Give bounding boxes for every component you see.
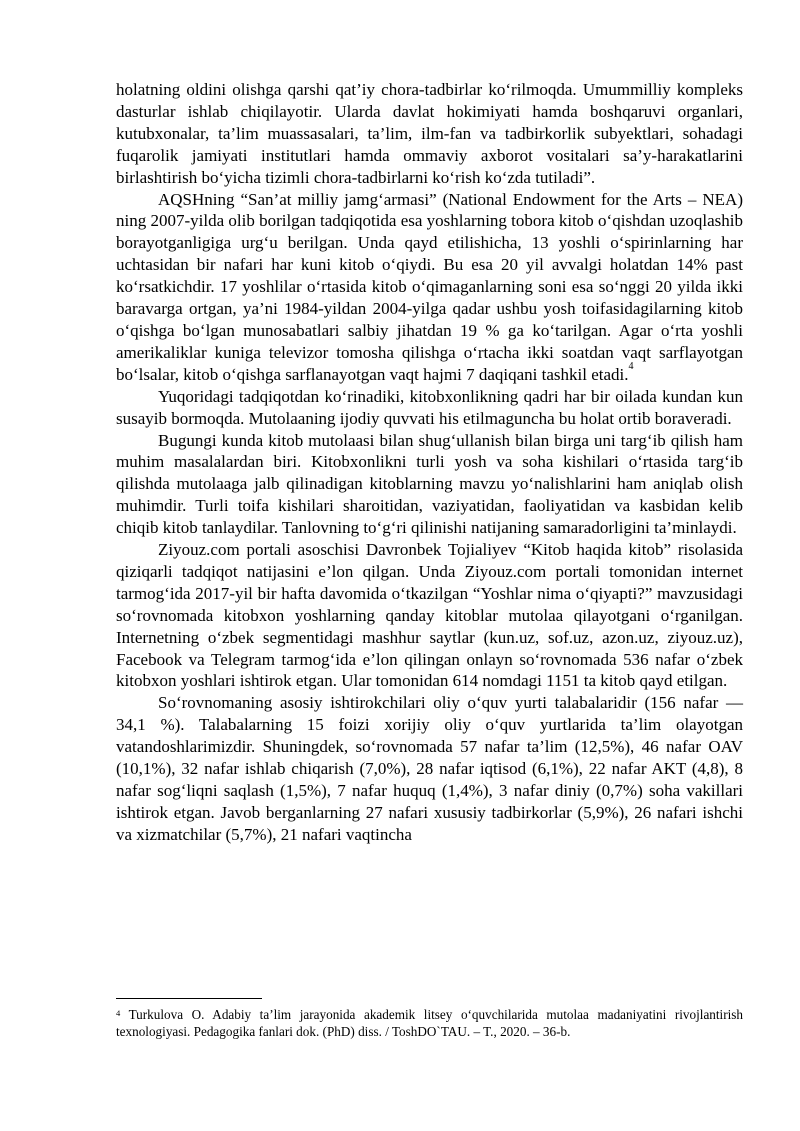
paragraph-continuation: holatning oldini olishga qarshi qat’iy chora-tadbirlar ko‘rilmoqda. Umummilliy kompleks dasturlar ishlab chiqilayotir. Ularda davlat hokimiyati hamda boshqaruvi organlari, kutubxonalar, ta’lim muassasalari, ta’lim, ilm-fan va tadbirkorlik subyektlari, sohadagi fuqarolik jamiyati institutlari hamda ommaviy axborot vositalari sa’y-harakatlarini birlashtirish bo‘yicha tizimli chora-tadbirlarni ko‘rish ko‘zda tutiladi”.	[116, 80, 743, 187]
footnote-text: Turkulova O. Adabiy ta’lim jarayonida akademik litsey o‘quvchilarida mutolaa madaniyatini rivojlantirish texnologiyasi. Pedagogika fanlari dok. (PhD) diss. / ToshDO`TAU. – T., 2020. – 36-b.	[116, 1007, 744, 1039]
footnote-reference[interactable]: 4	[628, 360, 634, 372]
paragraph-survey-participants: So‘rovnomaning asosiy ishtirokchilari oliy o‘quv yurti talabalaridir (156 nafar — 34,1 %). Talabalarning 15 foizi xorijiy oliy o‘quv yurtlarida ta’lim olayotgan vatandoshlarimizdir. Shuningdek, so‘rovnomada 57 nafar ta’lim (12,5%), 46 nafar OAV (10,1%), 32 nafar ishlab chiqarish (7,0%), 28 nafar iqtisod (6,1%), 22 nafar AKT (4,8), 8 nafar sog‘liqni saqlash (1,5%), 7 nafar huquq (1,4%), 3 nafar diniy (0,7%) soha vakillari ishtirok etgan. Javob berganlarning 27 nafari xususiy tadbirkorlar (5,9%), 26 nafari ishchi va xizmatchilar (5,7%), 21 nafari vaqtincha	[116, 693, 743, 844]
paragraph-conclusion: Yuqoridagi tadqiqotdan ko‘rinadiki, kitobxonlikning qadri har bir oilada kundan kun susayib bormoqda. Mutolaaning ijodiy quvvati his etilmaguncha bu holat ortib boraveradi.	[116, 386, 743, 428]
paragraph-promotion: Bugungi kunda kitob mutolaasi bilan shug‘ullanish bilan birga uni targ‘ib qilish ham muhim masalalardan biri. Kitobxonlikni turli yosh va soha kishilari o‘rtasida targ‘ib qilishda mutolaaga jalb qilinadigan kitoblarning mavzu yo‘nalishlarini ham aniqlab olish muhimdir. Turli toifa kishilari sharoitidan, vaziyatidan, faoliyatidan va kasbidan kelib chiqib kitob tanlaydilar. Tanlovning to‘g‘ri qilinishi natijaning samaradorligini ta’minlaydi.	[116, 430, 743, 538]
footnote	[116, 1006, 743, 1040]
body-text	[116, 79, 743, 846]
footnote-number: 4	[116, 1008, 121, 1018]
paragraph-nea-study: AQSHning “San’at milliy jamg‘armasi” (National Endowment for the Arts – NEA) ning 2007-yilda olib borilgan tadqiqotida esa yoshlarning tobora kitob o‘qishdan uzoqlashib borayotganligiga urg‘u berilgan. Unda qayd etilishicha, 13 yoshli o‘spirinlarning har uchtasidan bir nafari har kuni kitob o‘qiydi. Bu esa 20 yil avvalgi holatdan 14% past ko‘rsatkichdir. 17 yoshlilar o‘rtasida kitob o‘qimaganlarning soni esa so‘nggi 20 yilda ikki baravarga ortgan, ya’ni 1984-yildan 2004-yilga qadar ushbu yosh toifasidagilarning kitob o‘qishga bo‘lgan munosabatlari salbiy jihatdan 19 % ga ko‘tarilgan. Agar o‘rta yoshli amerikaliklar kuniga televizor tomosha qilishga o‘rtacha ikki soatdan vaqt sarflayotgan bo‘lsalar, kitob o‘qishga sarflanayotgan vaqt hajmi 7 daqiqani tashkil etadi.$^4$	[116, 189, 744, 384]
footnote-separator	[116, 998, 262, 999]
paragraph-ziyouz-survey: Ziyouz.com portali asoschisi Davronbek Tojialiyev “Kitob haqida kitob” risolasida qiziqarli tadqiqot natijasini e’lon qilgan. Unda Ziyouz.com portali tomonidan internet tarmog‘ida 2017-yil bir hafta davomida o‘tkazilgan “Yoshlar nima o‘qiyapti?” mavzusidagi so‘rovnomada kitobxon yoshlarning qanday kitoblar mutolaa qilayotgani o‘rganilgan. Internetning o‘zbek segmentidagi mashhur saytlar (kun.uz, sof.uz, azon.uz, ziyouz.uz), Facebook va Telegram tarmog‘ida e’lon qilingan onlayn so‘rovnomada 536 nafar o‘zbek kitobxon yoshlari ishtirok etgan. Ular tomonidan 614 nomdagi 1151 ta kitob qayd etilgan.	[116, 540, 743, 691]
